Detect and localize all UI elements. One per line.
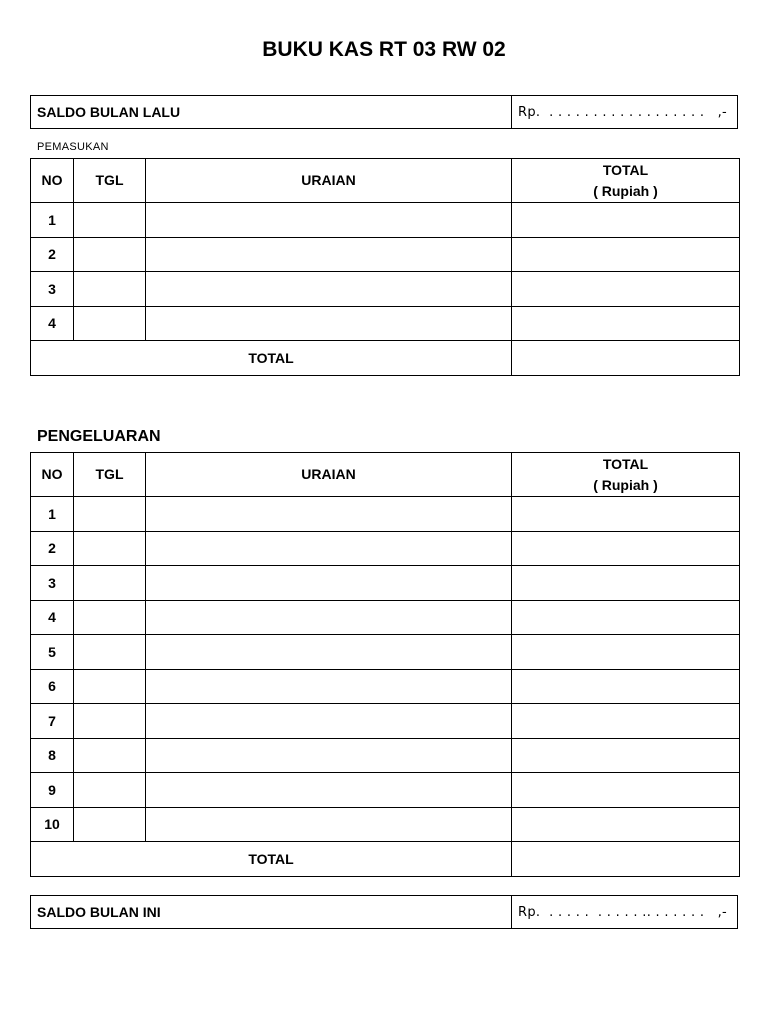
pengeluaran-header-total-label: TOTAL [602,455,649,472]
saldo-bulan-ini-label: SALDO BULAN INI [31,896,512,928]
row-tgl-cell[interactable] [74,807,146,842]
pengeluaran-header-no: NO [31,453,74,497]
row-uraian-cell[interactable] [146,497,512,532]
pengeluaran-total-label: TOTAL [31,842,512,877]
pemasukan-header-total [512,159,740,203]
table-row [31,203,740,238]
pengeluaran-section-label: PENGELUARAN [37,428,161,445]
saldo-bulan-lalu-box [30,95,738,129]
row-uraian-cell[interactable] [146,738,512,773]
row-total-cell[interactable] [512,669,740,704]
table-row [31,669,740,704]
pemasukan-body [31,203,740,341]
row-total-cell[interactable] [512,635,740,670]
row-uraian-cell[interactable] [146,566,512,601]
pemasukan-header-total-label: TOTAL [602,161,649,178]
row-uraian-cell[interactable] [146,773,512,808]
row-tgl-cell[interactable] [74,497,146,532]
row-number: 4 [31,600,74,635]
row-uraian-cell[interactable] [146,306,512,341]
pemasukan-header-no: NO [31,159,74,203]
pemasukan-total-row [31,341,740,376]
row-uraian-cell[interactable] [146,531,512,566]
row-uraian-cell[interactable] [146,272,512,307]
table-row [31,272,740,307]
row-number: 1 [31,203,74,238]
row-total-cell[interactable] [512,704,740,739]
row-uraian-cell[interactable] [146,237,512,272]
row-number: 10 [31,807,74,842]
row-uraian-cell[interactable] [146,704,512,739]
pemasukan-header-row [31,159,740,203]
table-row [31,738,740,773]
pengeluaran-header-row [31,453,740,497]
table-row [31,306,740,341]
saldo-bulan-lalu-value[interactable]: Rp. . . . . . . . . . . . . . . . . . . ,- [518,104,728,120]
row-total-cell[interactable] [512,738,740,773]
row-uraian-cell[interactable] [146,600,512,635]
table-row [31,635,740,670]
row-uraian-cell[interactable] [146,807,512,842]
pemasukan-header-total-unit: ( Rupiah ) [593,182,658,199]
row-tgl-cell[interactable] [74,704,146,739]
saldo-bulan-ini-value[interactable]: Rp. . . . . . . . . . . .. . . . . . . ,- [518,904,728,920]
row-tgl-cell[interactable] [74,272,146,307]
pengeluaran-body [31,497,740,842]
pemasukan-total-label: TOTAL [31,341,512,376]
pengeluaran-header-tgl: TGL [74,453,146,497]
row-tgl-cell[interactable] [74,669,146,704]
table-row [31,600,740,635]
table-row [31,531,740,566]
row-uraian-cell[interactable] [146,635,512,670]
row-tgl-cell[interactable] [74,600,146,635]
pengeluaran-header-total [512,453,740,497]
pemasukan-header-tgl: TGL [74,159,146,203]
pemasukan-table [30,158,740,376]
row-number: 3 [31,566,74,601]
row-number: 6 [31,669,74,704]
table-row [31,807,740,842]
pengeluaran-table [30,452,740,877]
row-total-cell[interactable] [512,531,740,566]
row-total-cell[interactable] [512,773,740,808]
row-total-cell[interactable] [512,203,740,238]
row-number: 5 [31,635,74,670]
row-tgl-cell[interactable] [74,635,146,670]
table-row [31,237,740,272]
pengeluaran-header-uraian: URAIAN [146,453,512,497]
table-row [31,773,740,808]
row-tgl-cell[interactable] [74,203,146,238]
row-total-cell[interactable] [512,237,740,272]
row-total-cell[interactable] [512,600,740,635]
table-row [31,566,740,601]
row-number: 9 [31,773,74,808]
row-number: 7 [31,704,74,739]
row-uraian-cell[interactable] [146,669,512,704]
document-title: BUKU KAS RT 03 RW 02 [262,38,506,61]
saldo-bulan-lalu-label: SALDO BULAN LALU [31,96,512,128]
row-total-cell[interactable] [512,566,740,601]
row-uraian-cell[interactable] [146,203,512,238]
row-tgl-cell[interactable] [74,566,146,601]
row-total-cell[interactable] [512,272,740,307]
row-number: 2 [31,531,74,566]
row-number: 2 [31,237,74,272]
pengeluaran-total-row [31,842,740,877]
row-tgl-cell[interactable] [74,773,146,808]
row-number: 3 [31,272,74,307]
row-tgl-cell[interactable] [74,738,146,773]
row-tgl-cell[interactable] [74,237,146,272]
row-total-cell[interactable] [512,497,740,532]
row-number: 1 [31,497,74,532]
row-tgl-cell[interactable] [74,306,146,341]
table-row [31,497,740,532]
table-row [31,704,740,739]
pengeluaran-header-total-unit: ( Rupiah ) [593,476,658,493]
row-number: 8 [31,738,74,773]
saldo-bulan-ini-box [30,895,738,929]
pengeluaran-total-value[interactable] [512,842,740,877]
row-total-cell[interactable] [512,306,740,341]
pemasukan-section-label: PEMASUKAN [37,141,109,153]
row-total-cell[interactable] [512,807,740,842]
row-number: 4 [31,306,74,341]
row-tgl-cell[interactable] [74,531,146,566]
pemasukan-header-uraian: URAIAN [146,159,512,203]
pemasukan-total-value[interactable] [512,341,740,376]
